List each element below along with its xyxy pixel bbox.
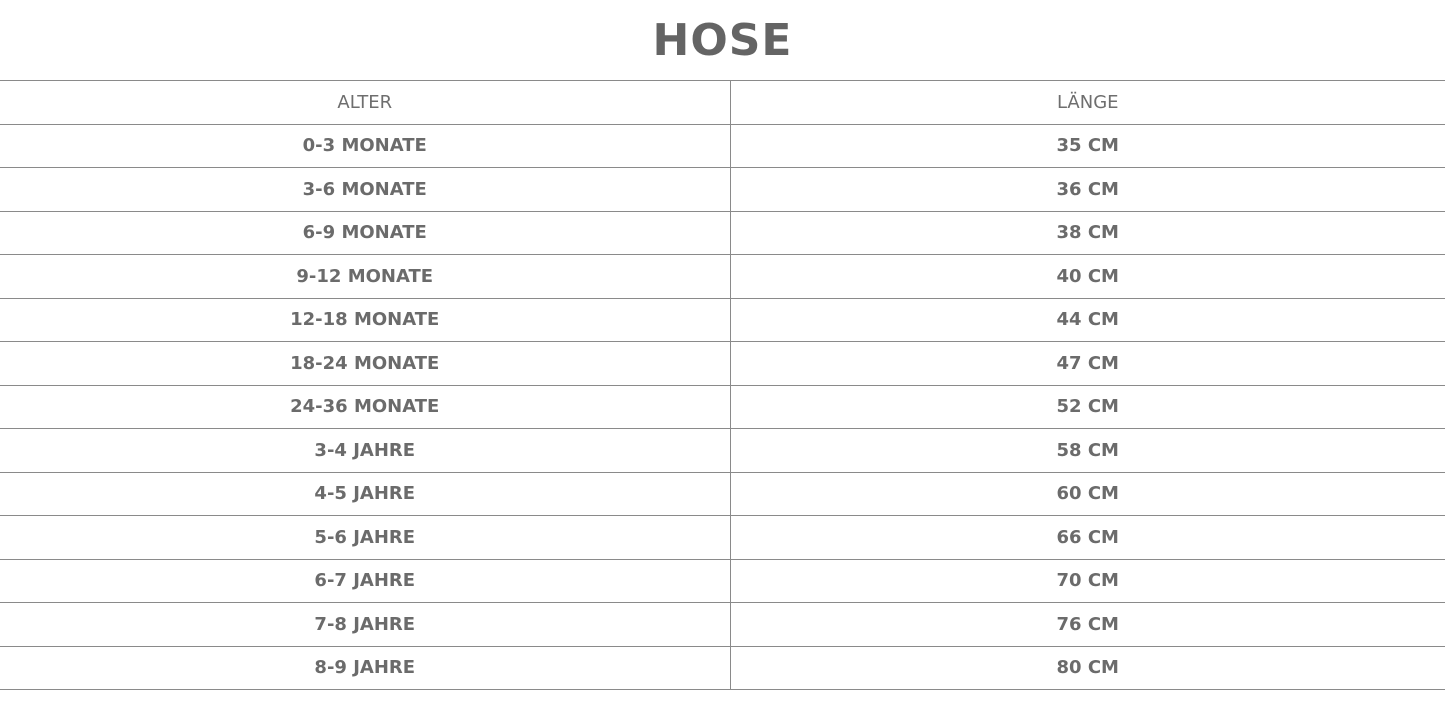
- length-cell: 66 CM: [730, 516, 1445, 560]
- age-cell: 12-18 MONATE: [0, 298, 730, 342]
- length-cell: 70 CM: [730, 559, 1445, 603]
- length-cell: 38 CM: [730, 211, 1445, 255]
- age-cell: 3-4 JAHRE: [0, 429, 730, 473]
- table-row: [0, 124, 1445, 168]
- length-cell: 52 CM: [730, 385, 1445, 429]
- table-row: [0, 516, 1445, 560]
- column-header-length: LÄNGE: [730, 81, 1445, 125]
- length-cell: 35 CM: [730, 124, 1445, 168]
- age-cell: 6-7 JAHRE: [0, 559, 730, 603]
- length-cell: 80 CM: [730, 646, 1445, 690]
- age-cell: 6-9 MONATE: [0, 211, 730, 255]
- length-cell: 40 CM: [730, 255, 1445, 299]
- size-table: [0, 80, 1445, 690]
- age-cell: 0-3 MONATE: [0, 124, 730, 168]
- age-cell: 5-6 JAHRE: [0, 516, 730, 560]
- age-cell: 24-36 MONATE: [0, 385, 730, 429]
- table-row: [0, 385, 1445, 429]
- table-row: [0, 429, 1445, 473]
- table-row: [0, 603, 1445, 647]
- table-row: [0, 255, 1445, 299]
- table-row: [0, 298, 1445, 342]
- age-cell: 8-9 JAHRE: [0, 646, 730, 690]
- table-header-row: [0, 81, 1445, 125]
- age-cell: 9-12 MONATE: [0, 255, 730, 299]
- age-cell: 3-6 MONATE: [0, 168, 730, 212]
- table-row: [0, 168, 1445, 212]
- length-cell: 36 CM: [730, 168, 1445, 212]
- table-row: [0, 472, 1445, 516]
- length-cell: 47 CM: [730, 342, 1445, 386]
- age-cell: 7-8 JAHRE: [0, 603, 730, 647]
- length-cell: 44 CM: [730, 298, 1445, 342]
- table-row: [0, 559, 1445, 603]
- length-cell: 76 CM: [730, 603, 1445, 647]
- table-row: [0, 646, 1445, 690]
- column-header-age: ALTER: [0, 81, 730, 125]
- length-cell: 58 CM: [730, 429, 1445, 473]
- age-cell: 18-24 MONATE: [0, 342, 730, 386]
- table-row: [0, 211, 1445, 255]
- length-cell: 60 CM: [730, 472, 1445, 516]
- page-title: HOSE: [652, 15, 793, 66]
- table-row: [0, 342, 1445, 386]
- age-cell: 4-5 JAHRE: [0, 472, 730, 516]
